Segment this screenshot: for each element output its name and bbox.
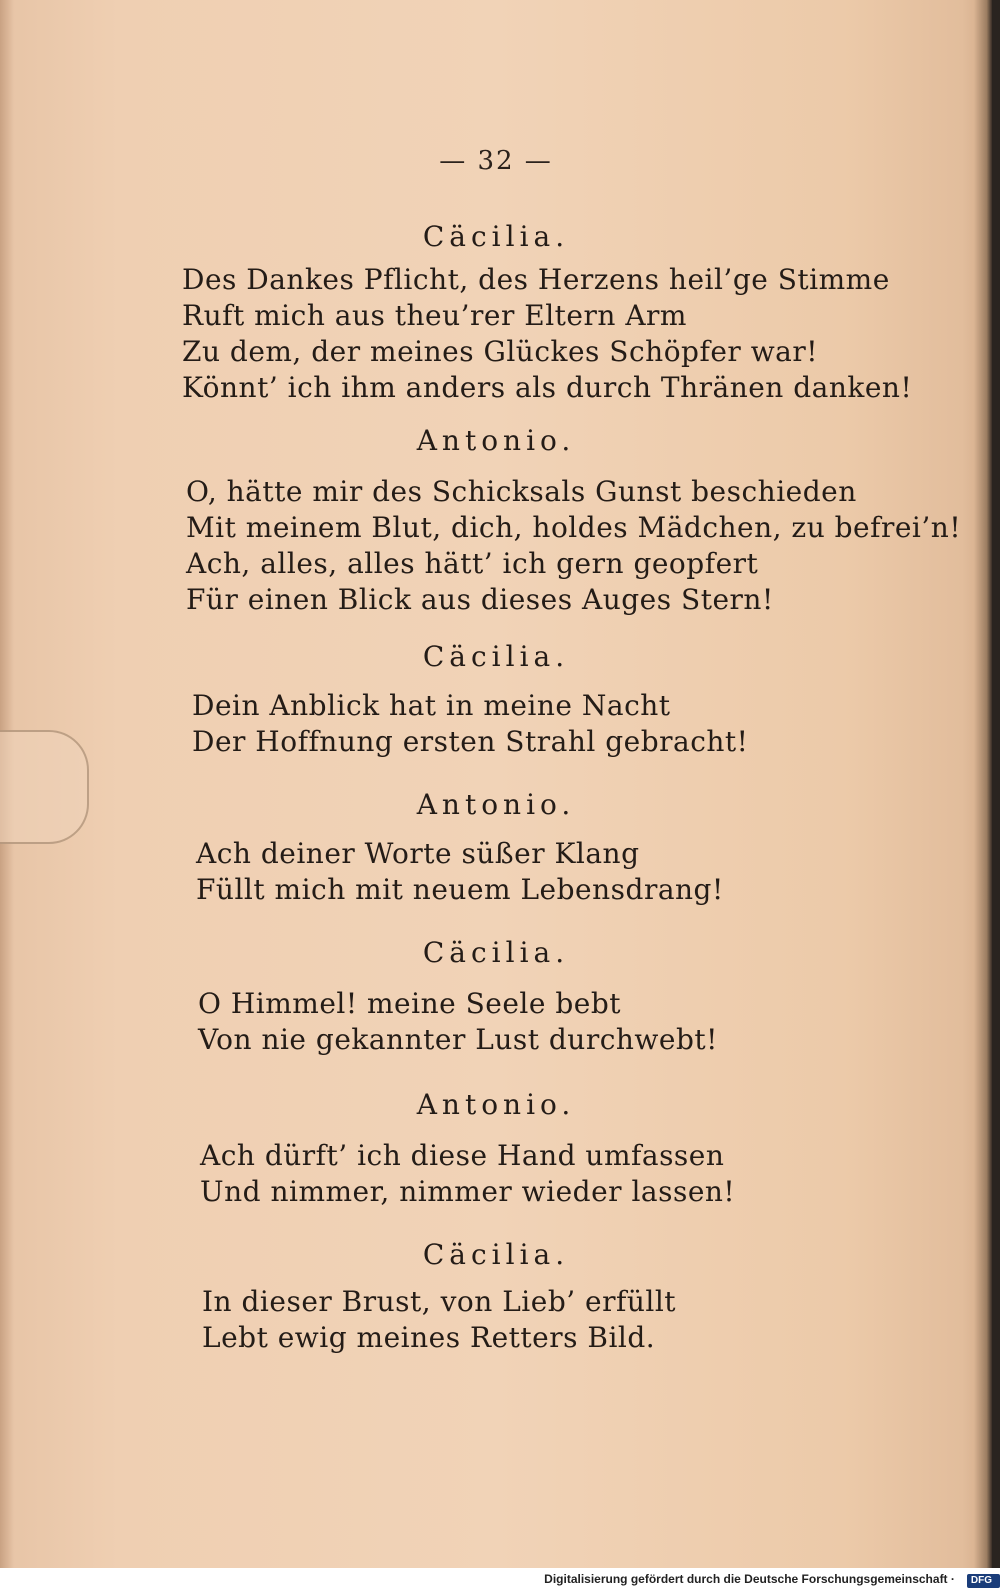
page-tab-marker [0,730,89,844]
verse-block [200,1138,735,1210]
verse-line: Füllt mich mit neuem Lebensdrang! [196,873,724,906]
speaker-heading: Antonio. [416,788,576,821]
verse-line: O Himmel! meine Seele bebt [198,987,622,1020]
verse-line: Ach dürft’ ich diese Hand umfassen [200,1139,725,1172]
dfg-logo: DFG [967,1574,1000,1588]
verse-block [182,262,912,406]
verse-line: Für einen Blick aus dieses Auges Stern! [186,583,774,616]
verse-line: Ach, alles, alles hätt’ ich gern geopfert [186,547,759,580]
verse-line: Mit meinem Blut, dich, holdes Mädchen, zu befrei’n! [186,511,962,544]
page-number: — 32 — [439,146,553,176]
verse-line: Zu dem, der meines Glückes Schöpfer war! [182,335,818,368]
verse-line: Lebt ewig meines Retters Bild. [202,1321,656,1354]
verse-line: Von nie gekannter Lust durchwebt! [198,1023,718,1056]
verse-line: Könnt’ ich ihm anders als durch Thränen danken! [182,371,913,404]
speaker-heading: Antonio. [416,424,576,457]
verse-line: Der Hoffnung ersten Strahl gebracht! [192,725,749,758]
verse-line: Und nimmer, nimmer wieder lassen! [200,1175,736,1208]
digitization-footer [0,1568,1000,1590]
verse-block [198,986,718,1058]
verse-line: Ach deiner Worte süßer Klang [196,837,640,870]
verse-block [202,1284,676,1356]
speaker-heading: Antonio. [416,1088,576,1121]
verse-block [196,836,724,908]
speaker-heading: Cäcilia. [422,220,570,253]
verse-line: Ruft mich aus theu’rer Eltern Arm [182,299,687,332]
verse-line: In dieser Brust, von Lieb’ erfüllt [202,1285,677,1318]
speaker-heading: Cäcilia. [422,936,570,969]
footer-credit: Digitalisierung gefördert durch die Deutsche Forschungsgemeinschaft · [544,1572,955,1586]
verse-line: Dein Anblick hat in meine Nacht [192,689,671,722]
verse-block [192,688,748,760]
speaker-heading: Cäcilia. [422,1238,570,1271]
verse-block [186,474,961,618]
speaker-heading: Cäcilia. [422,640,570,673]
verse-line: O, hätte mir des Schicksals Gunst beschieden [186,475,857,508]
verse-line: Des Dankes Pflicht, des Herzens heil’ge Stimme [182,263,890,296]
